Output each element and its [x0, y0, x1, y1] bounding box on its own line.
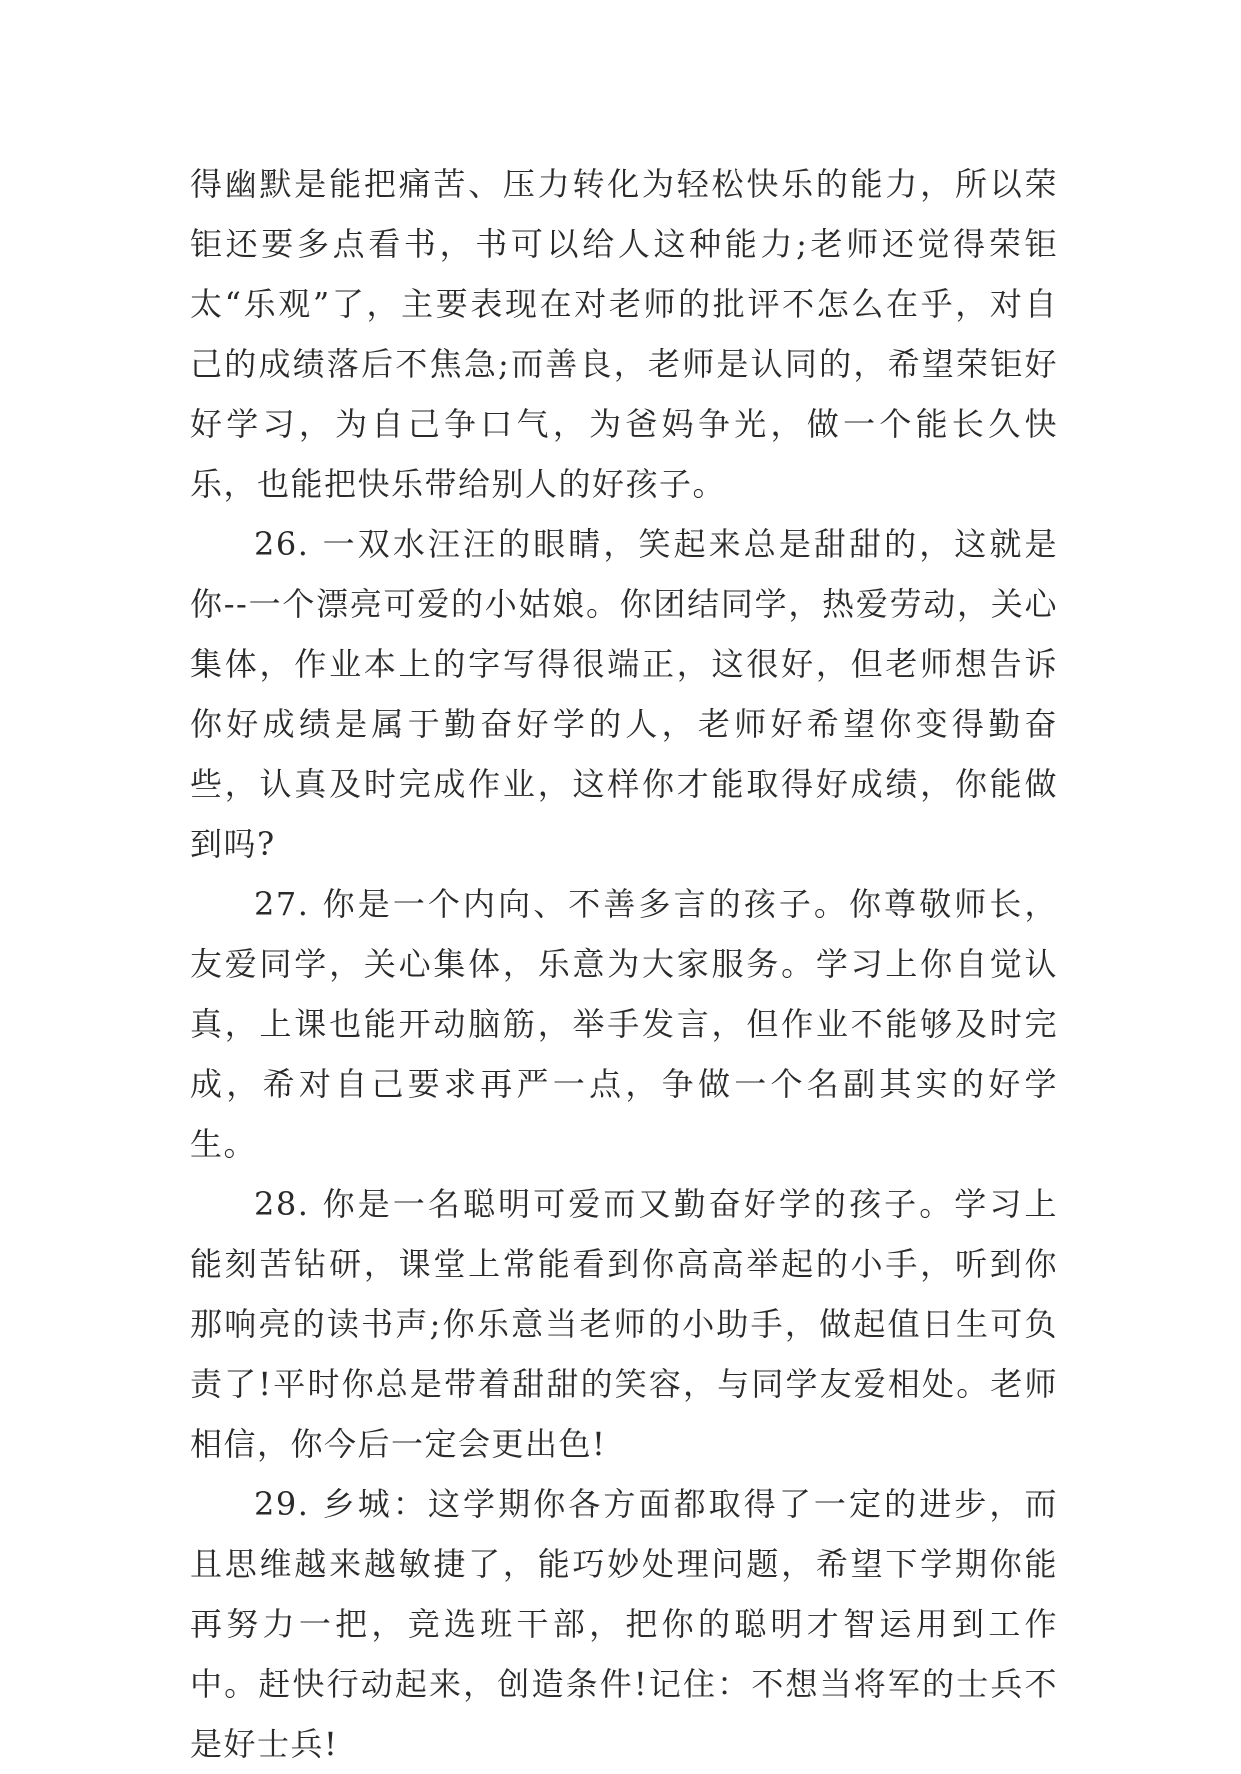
paragraph-26: 26. 一双水汪汪的眼睛，笑起来总是甜甜的，这就是你--一个漂亮可爱的小姑娘。你团结同学，热爱劳动，关心集体，作业本上的字写得很端正，这很好，但老师想告诉你好成绩是属于勤奋好学的人，老师好希望你变得勤奋些，认真及时完成作业，这样你才能取得好成绩，你能做到吗?: [190, 525, 1058, 863]
paragraph-25-continued: 得幽默是能把痛苦、压力转化为轻松快乐的能力，所以荣钜还要多点看书，书可以给人这种能力;老师还觉得荣钜太“乐观”了，主要表现在对老师的批评不怎么在乎，对自己的成绩落后不焦急;而善良，老师是认同的，希望荣钜好好学习，为自己争口气，为爸妈争光，做一个能长久快乐，也能把快乐带给别人的好孩子。: [190, 165, 1058, 503]
paragraph-29: 29. 乡城：这学期你各方面都取得了一定的进步，而且思维越来越敏捷了，能巧妙处理问题，希望下学期你能再努力一把，竞选班干部，把你的聪明才智运用到工作中。赶快行动起来，创造条件!记住：不想当将军的士兵不是好士兵!: [190, 1485, 1058, 1763]
paragraph-27: 27. 你是一个内向、不善多言的孩子。你尊敬师长，友爱同学，关心集体，乐意为大家服务。学习上你自觉认真，上课也能开动脑筋，举手发言，但作业不能够及时完成，希对自己要求再严一点，争做一个名副其实的好学生。: [190, 885, 1058, 1163]
paragraph-28: 28. 你是一名聪明可爱而又勤奋好学的孩子。学习上能刻苦钻研，课堂上常能看到你高高举起的小手，听到你那响亮的读书声;你乐意当老师的小助手，做起值日生可负责了!平时你总是带着甜甜的笑容，与同学友爱相处。老师相信，你今后一定会更出色!: [190, 1185, 1058, 1463]
document-body: [190, 154, 1058, 1774]
